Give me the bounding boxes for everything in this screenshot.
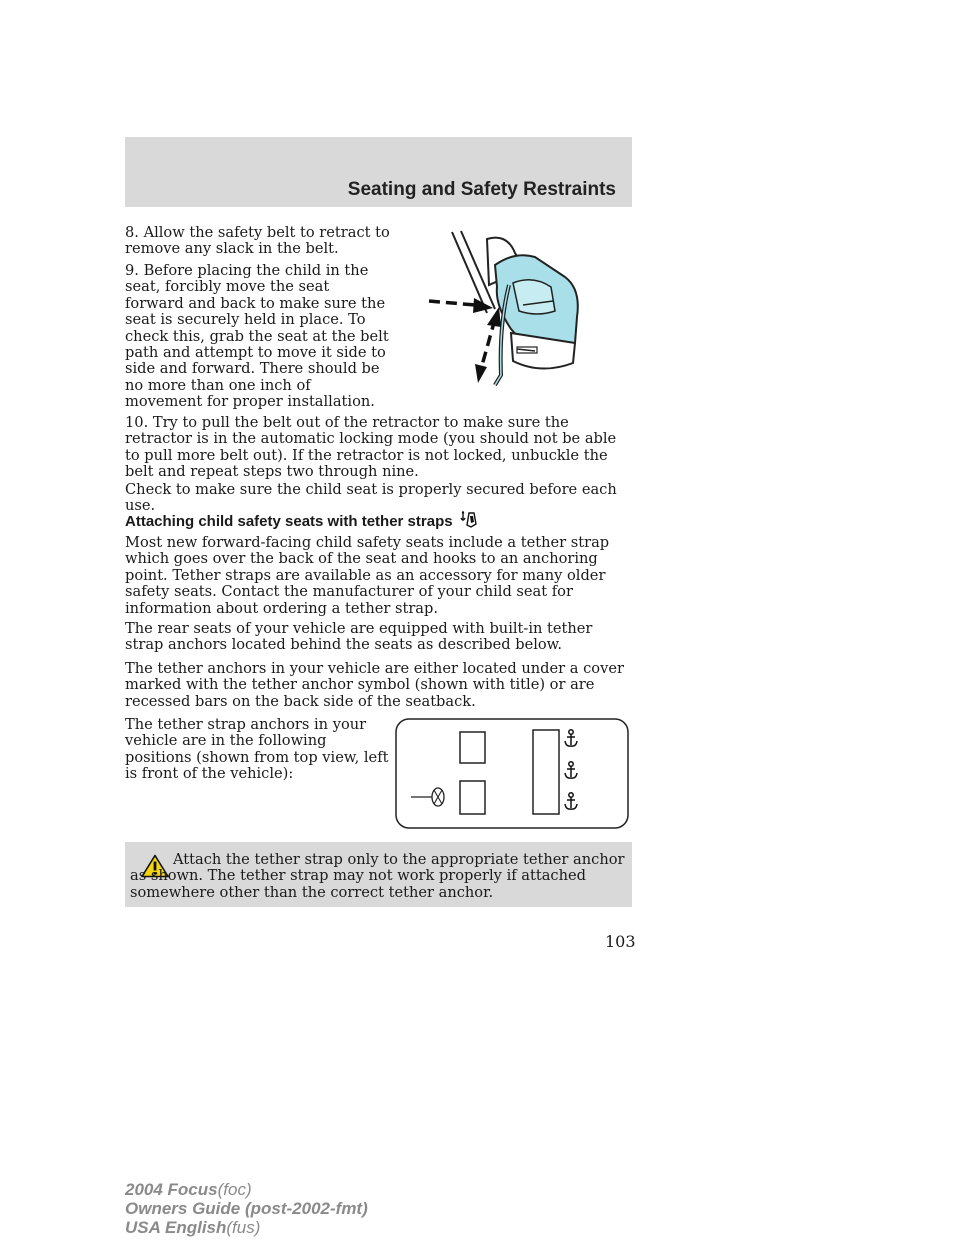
tether-paragraph-4: The tether strap anchors in your vehicle are in the following positions (shown from top view, left is front of the vehicle): [125,716,389,783]
child-seat-illustration [425,225,585,390]
front-seat-left [460,781,485,814]
child-seat-tether-icon [459,510,481,530]
footer-line-3: USA English(fus) [125,1218,261,1237]
tether-paragraph-1: Most new forward-facing child safety seats include a tether strap which goes over the back of the seat and hooks to an anchoring point. Tether straps are available as an accessory for many older safety seats. Contact the manufacturer of your child seat for information about ordering a tether strap. [125,534,610,617]
front-seat-right [460,732,485,763]
check-text: Check to make sure the child seat is properly secured before each use. [125,481,617,515]
document-footer [125,1180,368,1237]
footer-line-2: Owners Guide (post-2002-fmt) [125,1199,368,1218]
tether-paragraph-2: The rear seats of your vehicle are equipped with built-in tether strap anchors located behind the seats as described below. [125,620,593,654]
tether-subheading [125,510,481,530]
footer-line-1: 2004 Focus(foc) [125,1180,252,1199]
warning-text: Attach the tether strap only to the appropriate tether anchor as shown. The tether strap may not work properly if attached somewhere other than the correct tether anchor. [130,851,625,901]
section-title: Seating and Safety Restraints [347,179,616,200]
step-9: 9. Before placing the child in the seat, forcibly move the seat forward and back to make sure the seat is securely held in place. To check this, grab the seat at the belt path and attempt to move it side to side and forward. There should be no more than one inch of movement for proper installation. [125,262,389,411]
warning-box [125,842,632,907]
header-band [125,137,632,207]
step-8: 8. Allow the safety belt to retract to remove any slack in the belt. [125,224,390,258]
tether-subheading-text: Attaching child safety seats with tether straps [125,513,453,530]
rear-bench-seat [533,730,559,814]
tether-paragraph-3: The tether anchors in your vehicle are either located under a cover marked with the tether anchor symbol (shown with title) or are recessed bars on the back side of the seatback. [125,660,624,710]
step-10: 10. Try to pull the belt out of the retractor to make sure the retractor is in the automatic locking mode (you should not be able to pull more belt out). If the retractor is not locked, unbuckle the belt and repeat steps two through nine. [125,414,617,481]
page-number: 103 [605,932,636,951]
tether-anchor-diagram [395,718,629,830]
